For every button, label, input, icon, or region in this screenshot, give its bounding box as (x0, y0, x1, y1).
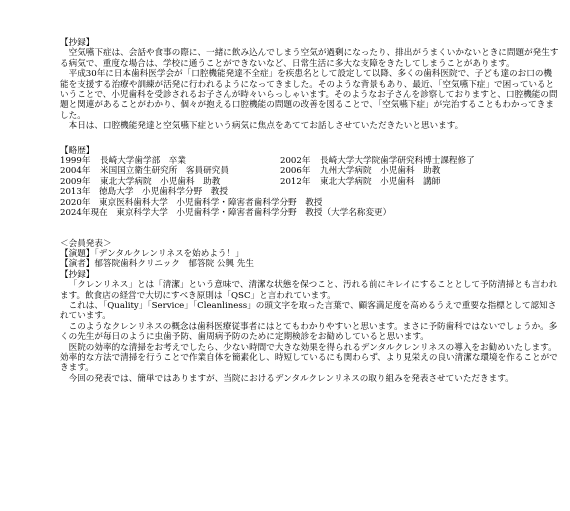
member-abstract-paragraph: これは、「Quality」「Service」「Cleanliness」の頭文字を取った言葉で、顧客満足度を高めるうえで重要な指標として認知されています。 (60, 300, 557, 322)
cv-year: 2012年 (280, 176, 311, 187)
cv-row (60, 177, 475, 187)
presenter-name: 郁答院歯科クリニック 郁答院 公興 先生 (94, 259, 255, 270)
cv-row (60, 166, 475, 176)
abstract-section (60, 38, 560, 132)
cv-heading: 【略歴】 (60, 145, 95, 156)
member-abstract-heading: 【抄録】 (60, 269, 95, 280)
presentation-title-line (60, 249, 560, 259)
cv-section (60, 146, 560, 219)
cv-entry: 九州大学病院 小児歯科 助教 (320, 166, 441, 177)
abstract-paragraph: 本日は、口腔機能発達と空気嚥下症という病気に焦点をあててお話しさせていただきたいと思います。 (68, 121, 464, 132)
document-page (60, 38, 560, 384)
abstract-paragraph: 空気嚥下症は、会話や食事の際に、一緒に飲み込んでしまう空気が過剰になったり、排出がうまくいかないときに問題が発生する病気で、重度な場合は、学校に通うことができないなど、日常生活に多大な支障をきたしてしまうことがあります。 (60, 48, 559, 69)
cv-line: 2020年 東京医科歯科大学 小児歯科学・障害者歯科学分野 教授 (60, 197, 323, 208)
member-abstract-paragraph: 今回の発表では、簡単ではありますが、当院におけるデンタルクレンリネスの取り組みを発表させていただきます。 (68, 373, 514, 384)
abstract-heading: 【抄録】 (60, 38, 95, 48)
member-abstract-paragraph: 「クレンリネス」とは「清潔」という意味で、清潔な状態を保つこと、汚れる前にキレイにすることとして予防清掃とも言われます。飲食店の経営で大切にすべき原則は「QSC」と言われています。 (60, 280, 558, 301)
presenter-line (60, 259, 560, 269)
presenter-label: 【演者】 (60, 259, 95, 270)
cv-line: 2013年 徳島大学 小児歯科学分野 教授 (60, 187, 228, 198)
cv-year: 2006年 (280, 166, 311, 177)
abstract-paragraph: 平成30年に日本歯科医学会が「口腔機能発達不全症」を疾患名として設定して以降、多くの歯科医院で、子ども達のお口の機能を支援する治療や訓練が活発に行われるようになってきました。そのような背景もあり、最近、「空気嚥下症」で困っているということで、小児歯科を受診されるお子さんが時々いらっしゃいます。そのようなお子さんを診察しておりますと、口腔機能の問題と関連があることがわかり、個々が抱える口腔機能の問題の改善を図ることで、「空気嚥下症」が完治することもわかってきました。 (60, 69, 558, 121)
member-abstract-paragraph: このようなクレンリネスの概念は歯科医療従事者にはとてもわかりやすいと思います。まさに予防歯科ではないでしょうか。多くの先生が毎日のように虫歯予防、歯周病予防のために定期検診をお勧めしていると思います。 (60, 321, 558, 343)
cv-entry: 長崎大学大学院歯学研究科博士課程修了 (320, 156, 475, 167)
member-heading: ＜会員発表＞ (60, 238, 112, 249)
cv-row (60, 156, 475, 166)
cv-year: 2004年 (60, 166, 91, 177)
cv-entry: 東北大学病院 小児歯科 講師 (320, 176, 441, 187)
cv-year: 2009年 (60, 176, 91, 187)
title-label: 【演題】 (60, 248, 95, 259)
cv-entry: 長崎大学歯学部 卒業 (100, 156, 186, 167)
member-abstract-paragraph: 医院の効率的な清掃をお考えでしたら、少ない時間で大きな効果を得られるデンタルクレンリネスの導入をお勧めいたします。効率的な方法で清掃を行うことで作業自体を簡素化し、時短しているにも関わらず、より見栄えの良い清潔な環境を作ることができます。 (60, 342, 558, 374)
cv-table (60, 156, 475, 187)
cv-year: 2002年 (280, 156, 311, 167)
cv-year: 1999年 (60, 156, 91, 167)
cv-entry: 東北大学病院 小児歯科 助教 (100, 176, 221, 187)
member-presentation-section (60, 239, 560, 385)
presentation-title: 「デンタルクレンリネスを始めよう！」 (94, 248, 244, 259)
cv-line: 2024年現在 東京科学大学 小児歯科学・障害者歯科学分野 教授（大学名称変更） (60, 208, 392, 219)
cv-entry: 米国国立衛生研究所 客員研究員 (100, 166, 229, 177)
